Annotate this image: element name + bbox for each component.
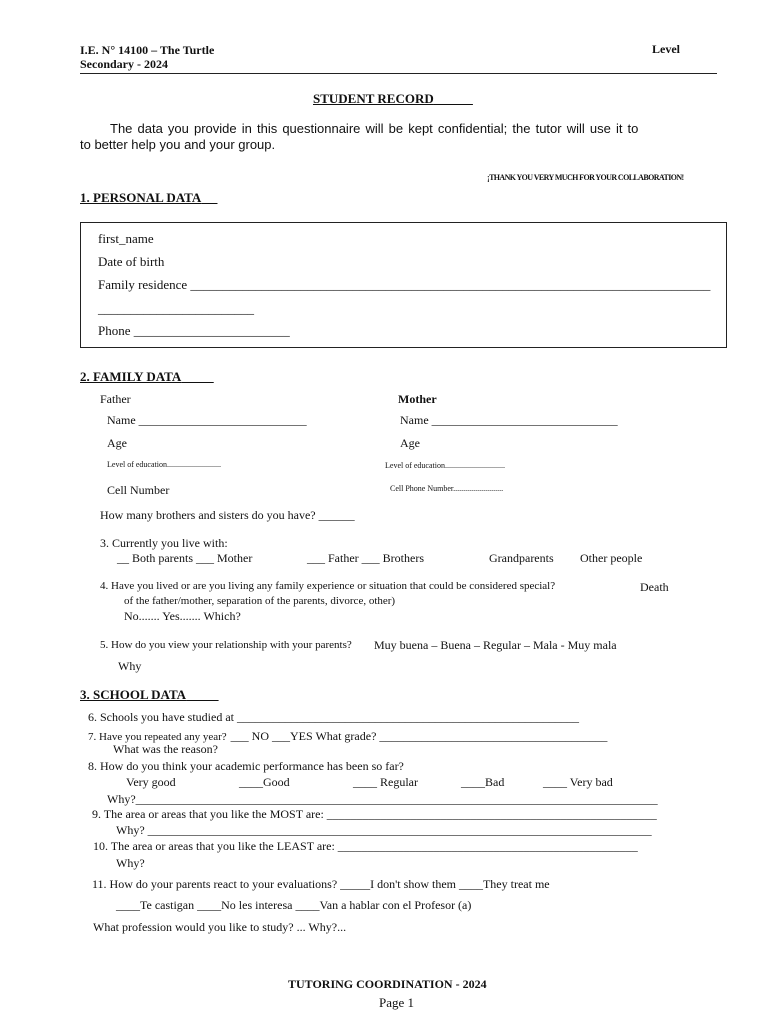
q10-why-field[interactable]: Why? (116, 856, 145, 870)
q4-death-option: Death (640, 580, 669, 594)
q3-living-with: 3. Currently you live with: (100, 536, 228, 550)
q8-option-regular[interactable]: ____ Regular (353, 775, 418, 789)
q7-repeated-year: 7. Have you repeated any year? ___ NO ___YES What grade? ______________________________________ (88, 729, 608, 743)
section-family-heading: 2. FAMILY DATA (80, 369, 182, 384)
q7-reason-field[interactable]: What was the reason? (113, 742, 218, 756)
siblings-question[interactable]: How many brothers and sisters do you have? ______ (100, 508, 355, 522)
level-label: Level (652, 42, 680, 56)
section-personal-heading: 1. PERSONAL DATA (80, 190, 202, 205)
thanks-note: ¡THANK YOU VERY MUCH FOR YOUR COLLABORATION! (487, 173, 684, 182)
q10-least-liked-field[interactable]: 10. The area or areas that you like the LEAST are: __________________________________________________ (93, 839, 638, 853)
section-school-heading: 3. SCHOOL DATA (80, 687, 187, 702)
q5-why-field[interactable]: Why (118, 659, 142, 673)
father-label: Father (100, 392, 131, 406)
father-cell-field[interactable]: Cell Number (107, 483, 170, 497)
q5-relationship-question: 5. How do you view your relationship with your parents? (100, 639, 352, 651)
mother-education-field[interactable]: Level of education.............................. (385, 461, 505, 470)
phone-field[interactable]: Phone ________________________ (98, 323, 290, 338)
intro-text-line1: The data you provide in this questionnaire will be kept confidential; the tutor will use it to (110, 121, 639, 136)
q8-option-good[interactable]: ____Good (239, 775, 290, 789)
profession-question[interactable]: What profession would you like to study? ... Why?... (93, 920, 347, 934)
father-education-field[interactable]: Level of education........................... (107, 460, 221, 469)
mother-label: Mother (398, 392, 437, 406)
school-name: I.E. N° 14100 – The Turtle (80, 43, 215, 57)
q8-option-very-bad[interactable]: ____ Very bad (543, 775, 613, 789)
family-residence-continued[interactable]: ________________________ (98, 301, 254, 316)
q6-schools-field[interactable]: 6. Schools you have studied at _________________________________________________________ (88, 710, 579, 724)
document-title: STUDENT RECORD______ (313, 91, 473, 106)
q11-reaction-options[interactable]: ____Te castigan ____No les interesa ____Van a hablar con el Profesor (a) (116, 898, 472, 912)
q3-option-other-people[interactable]: Other people (580, 551, 643, 565)
father-name-field[interactable]: Name ____________________________ (107, 413, 307, 427)
q4-situation-cont: of the father/mother, separation of the parents, divorce, other) (124, 595, 396, 607)
family-residence-field[interactable]: Family residence ________________________________________________________________________________ (98, 277, 711, 292)
mother-name-field[interactable]: Name _______________________________ (400, 413, 618, 427)
mother-age-field[interactable]: Age (400, 436, 420, 450)
q9-most-liked-field[interactable]: 9. The area or areas that you like the MOST are: _______________________________________________________ (92, 807, 657, 821)
school-year: Secondary - 2024 (80, 57, 168, 71)
q3-option-parents-mother[interactable]: __ Both parents ___ Mother (117, 551, 253, 565)
q3-option-father-brothers[interactable]: ___ Father ___ Brothers (307, 551, 424, 565)
q4-answer-field[interactable]: No....... Yes....... Which? (124, 609, 241, 623)
q11-parents-reaction[interactable]: 11. How do your parents react to your evaluations? _____I don't show them ____They treat me (92, 877, 550, 891)
q9-why-field[interactable]: Why? ____________________________________________________________________________________ (116, 823, 652, 837)
q5-relationship-options[interactable]: Muy buena – Buena – Regular – Mala - Muy mala (374, 638, 617, 652)
mother-cell-field[interactable]: Cell Phone Number......................... (390, 484, 504, 493)
q8-option-bad[interactable]: ____Bad (461, 775, 505, 789)
q8-option-very-good[interactable]: Very good (126, 775, 176, 789)
first-name-field[interactable]: first_name (98, 231, 154, 246)
intro-text-line2: to better help you and your group. (80, 137, 276, 152)
q8-performance-question: 8. How do you think your academic performance has been so far? (88, 759, 404, 773)
date-of-birth-field[interactable]: Date of birth (98, 254, 165, 269)
q3-option-grandparents[interactable]: Grandparents (489, 551, 554, 565)
q8-why-field[interactable]: Why?_______________________________________________________________________________________ (107, 792, 658, 806)
page-number: Page 1 (379, 995, 415, 1010)
q4-special-situation: 4. Have you lived or are you living any family experience or situation that could be considered special? (100, 580, 556, 592)
father-age-field[interactable]: Age (107, 436, 127, 450)
footer-coordination: TUTORING COORDINATION - 2024 (288, 977, 487, 991)
header-rule (80, 73, 717, 74)
